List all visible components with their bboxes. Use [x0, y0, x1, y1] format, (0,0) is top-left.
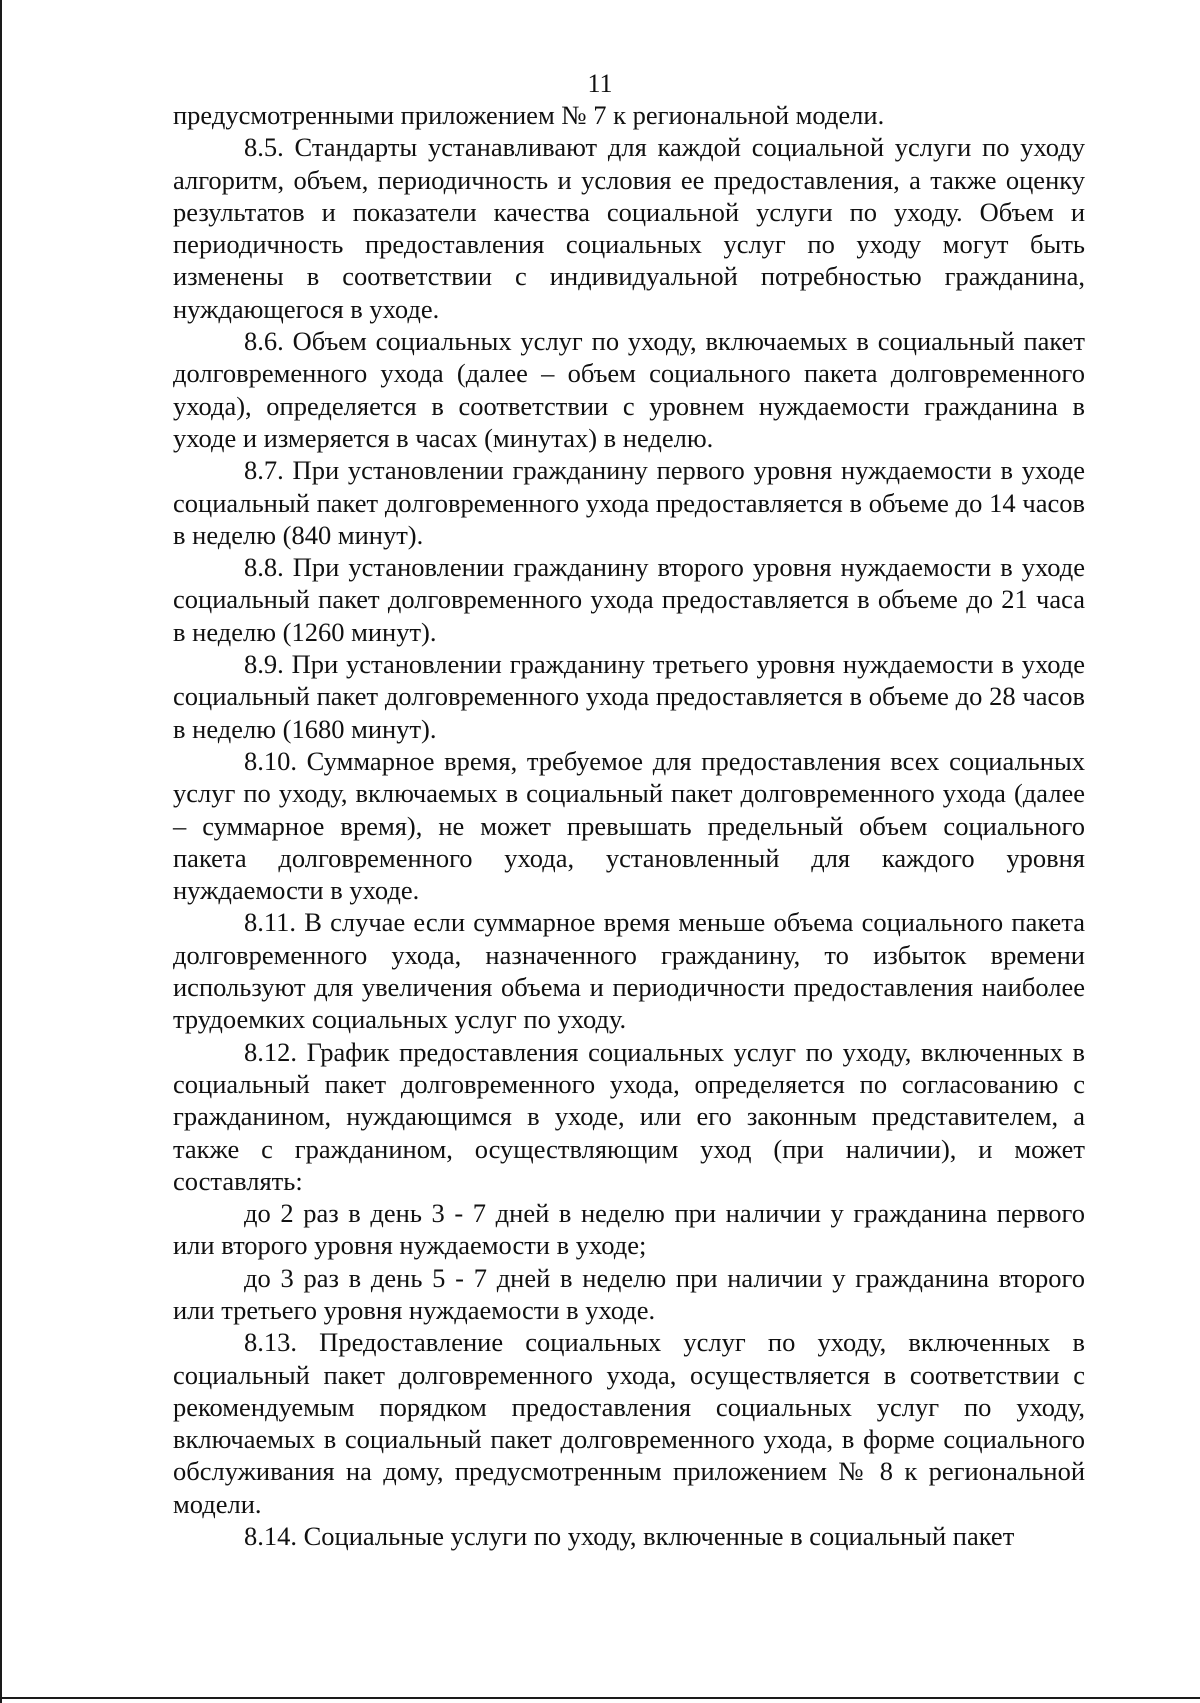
- paragraph-continuation: предусмотренными приложением № 7 к региональной модели.: [173, 100, 885, 130]
- paragraph-8-14: 8.14. Социальные услуги по уходу, включенные в социальный пакет: [244, 1521, 1015, 1552]
- document-body: [173, 99, 1085, 1552]
- paragraph-8-8: 8.8. При установлении гражданину второго уровня нуждаемости в уходе социальный пакет долговременного ухода предоставляется в объеме до 21 часа в неделю (1260 минут).: [173, 552, 1085, 647]
- scan-edge-left: [0, 0, 2, 1703]
- paragraph-8-6: 8.6. Объем социальных услуг по уходу, включаемых в социальный пакет долговременного ухода (далее – объем социального пакета долговременного ухода), определяется в соответствии с уровнем нуждаемости гражданина в уходе и измеряется в часах (минутах) в неделю.: [173, 326, 1085, 453]
- schedule-item-1: до 2 раз в день 3 - 7 дней в неделю при наличии у гражданина первого или второго уровня нуждаемости в уходе;: [173, 1198, 1085, 1261]
- paragraph-8-7: 8.7. При установлении гражданину первого уровня нуждаемости в уходе социальный пакет долговременного ухода предоставляется в объеме до 14 часов в неделю (840 минут).: [173, 455, 1085, 550]
- schedule-item-2: до 3 раз в день 5 - 7 дней в неделю при наличии у гражданина второго или третьего уровня нуждаемости в уходе.: [173, 1262, 1085, 1325]
- paragraph-8-9: 8.9. При установлении гражданину третьего уровня нуждаемости в уходе социальный пакет долговременного ухода предоставляется в объеме до 28 часов в неделю (1680 минут).: [173, 649, 1085, 744]
- paragraph-8-5: 8.5. Стандарты устанавливают для каждой социальной услуги по уходу алгоритм, объем, периодичность и условия ее предоставления, а также оценку результатов и показатели качества социальной услуги по уходу. Объем и периодичность предоставления социальных услуг по уходу могут быть изменены в соответствии с индивидуальной потребностью гражданина, нуждающегося в уходе.: [173, 132, 1085, 324]
- paragraph-8-13: 8.13. Предоставление социальных услуг по уходу, включенных в социальный пакет долговременного ухода, осуществляется в соответствии с рекомендуемым порядком предоставления социальных услуг по уходу, включаемых в социальный пакет долговременного ухода, в форме социального обслуживания на дому, предусмотренным приложением № 8 к региональной модели.: [173, 1327, 1085, 1519]
- page-number: 11: [587, 69, 613, 98]
- paragraph-8-11: 8.11. В случае если суммарное время меньше объема социального пакета долговременного ухода, назначенного гражданину, то избыток времени используют для увеличения объема и периодичности предоставления наиболее трудоемких социальных услуг по уходу.: [173, 907, 1085, 1035]
- scan-edge-bottom: [0, 1697, 1200, 1699]
- paragraph-8-10: 8.10. Суммарное время, требуемое для предоставления всех социальных услуг по уходу, включаемых в социальный пакет долговременного ухода (далее – суммарное время), не может превышать предельный объем социального пакета долговременного ухода, установленный для каждого уровня нуждаемости в уходе.: [173, 745, 1085, 906]
- paragraph-8-12: 8.12. График предоставления социальных услуг по уходу, включенных в социальный пакет долговременного ухода, определяется по согласованию с гражданином, нуждающимся в уходе, или его законным представителем, а также с гражданином, осуществляющим уход (при наличии), и может составлять:: [173, 1036, 1085, 1196]
